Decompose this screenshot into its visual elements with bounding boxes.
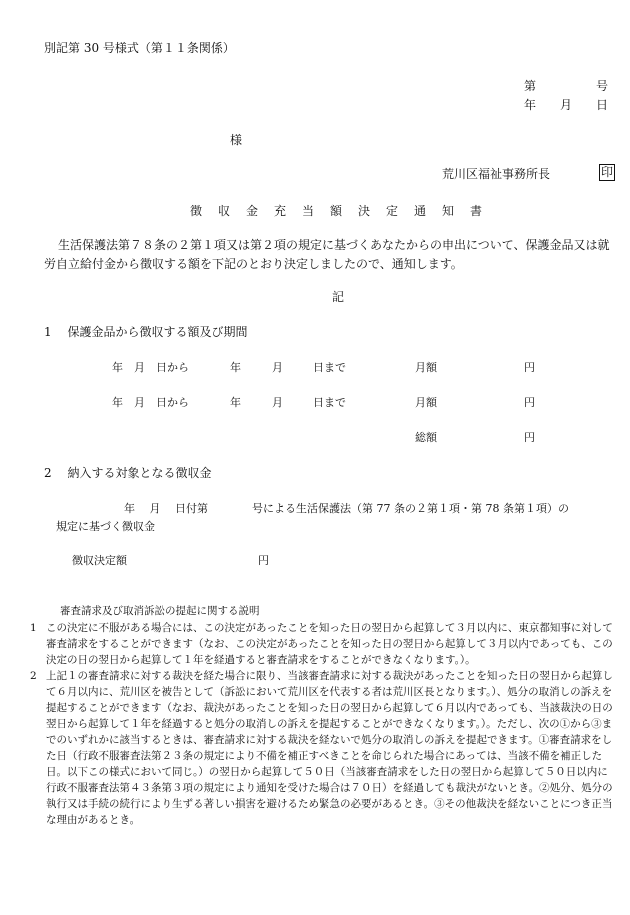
document-number: 第 号 <box>524 79 609 93</box>
section2-line2: 規定に基づく徴収金 <box>56 520 155 533</box>
intro-paragraph: 生活保護法第７８条の２第１項又は第２項の規定に基づくあなたからの申出について、保護金品又は就労自立給付金から徴収する額を下記のとおり決定しましたので、通知します。 <box>44 238 610 271</box>
form-label: 別記第 30 号様式（第１１条関係） <box>44 41 235 55</box>
document-title: 徴収金充当額決定通知書 <box>190 204 499 218</box>
section2-line1: 年 月 日付第 号による生活保護法（第 77 条の２第１項・第 78 条第１項）の <box>124 502 569 515</box>
monthly-label: 月額 <box>415 396 437 409</box>
period-from: 年 月 日から <box>112 361 189 374</box>
total-label: 総額 <box>415 431 437 444</box>
note-text: この決定に不服がある場合には、この決定があったことを知った日の翌日から起算して３月以内に、東京都知事に対して審査請求をすることができます（なお、この決定があったことを知った日の翌日から起算して３月以内であっても、この決定の日の翌日から起算して１年を経過すると審査請求をすることができなくなります。）。 <box>46 622 613 666</box>
amount-label: 徴収決定額 <box>72 554 127 567</box>
notes-list <box>30 620 618 828</box>
monthly-label: 月額 <box>415 361 437 374</box>
section2-heading: 2 納入する対象となる徴収金 <box>44 466 212 480</box>
period-from: 年 月 日から <box>112 396 189 409</box>
section1-heading: 1 保護金品から徴収する額及び期間 <box>44 325 248 339</box>
note-text: 上記１の審査請求に対する裁決を経た場合に限り、当該審査請求に対する裁決があったことを知った日の翌日から起算して６月以内に、荒川区を被告として（訴訟において荒川区を代表する者は荒川区長となります。）、処分の取消しの訴えを提起することができます（なお、裁決があったことを知った日の翌日から起算して６月以内であっても、当該裁決の日の翌日から起算して１年を経過すると処分の取消しの訴えを提起することができなくなります。）。ただし、次の①から③までのいずれかに該当するときは、審査請求に対する裁決を経ないで処分の取消しの訴えを提起できます。①審査請求をした日（行政不服審査法第２３条の規定により不備を補正すべきことを命じられた場合にあっては、当該不備を補正した日。以下この様式において同じ。）の翌日から起算して５０日（当該審査請求をした日の翌日から起算して５０日以内に行政不服審査法第４３条第３項の規定により通知を受けた場合は７０日）を経過しても裁決がないとき。②処分、処分の執行又は手続の続行により生ずる著しい損害を避けるため緊急の必要があるとき。③その他裁決を経ないことにつき正当な理由があるとき。 <box>46 670 613 826</box>
note-number: 2 <box>30 670 37 682</box>
sender-name: 荒川区福祉事務所長 <box>442 167 551 181</box>
period-to-month: 月 <box>272 361 283 374</box>
ki-label: 記 <box>332 290 345 304</box>
recipient-suffix: 様 <box>230 133 243 147</box>
amount-unit: 円 <box>258 554 269 567</box>
monthly-unit: 円 <box>524 396 535 409</box>
notes-heading: 審査請求及び取消訴訟の提起に関する説明 <box>60 605 260 617</box>
total-unit: 円 <box>524 431 535 444</box>
monthly-unit: 円 <box>524 361 535 374</box>
period-to-month: 月 <box>272 396 283 409</box>
note-item-2 <box>30 668 618 828</box>
seal-text: 印 <box>601 165 614 179</box>
note-number: 1 <box>30 622 37 634</box>
seal-mark <box>599 164 615 181</box>
period-to-day: 日まで <box>313 396 346 409</box>
period-to-year: 年 <box>230 361 241 374</box>
note-item-1 <box>30 620 618 668</box>
period-to-day: 日まで <box>313 361 346 374</box>
document-date: 年 月 日 <box>524 98 609 112</box>
period-to-year: 年 <box>230 396 241 409</box>
